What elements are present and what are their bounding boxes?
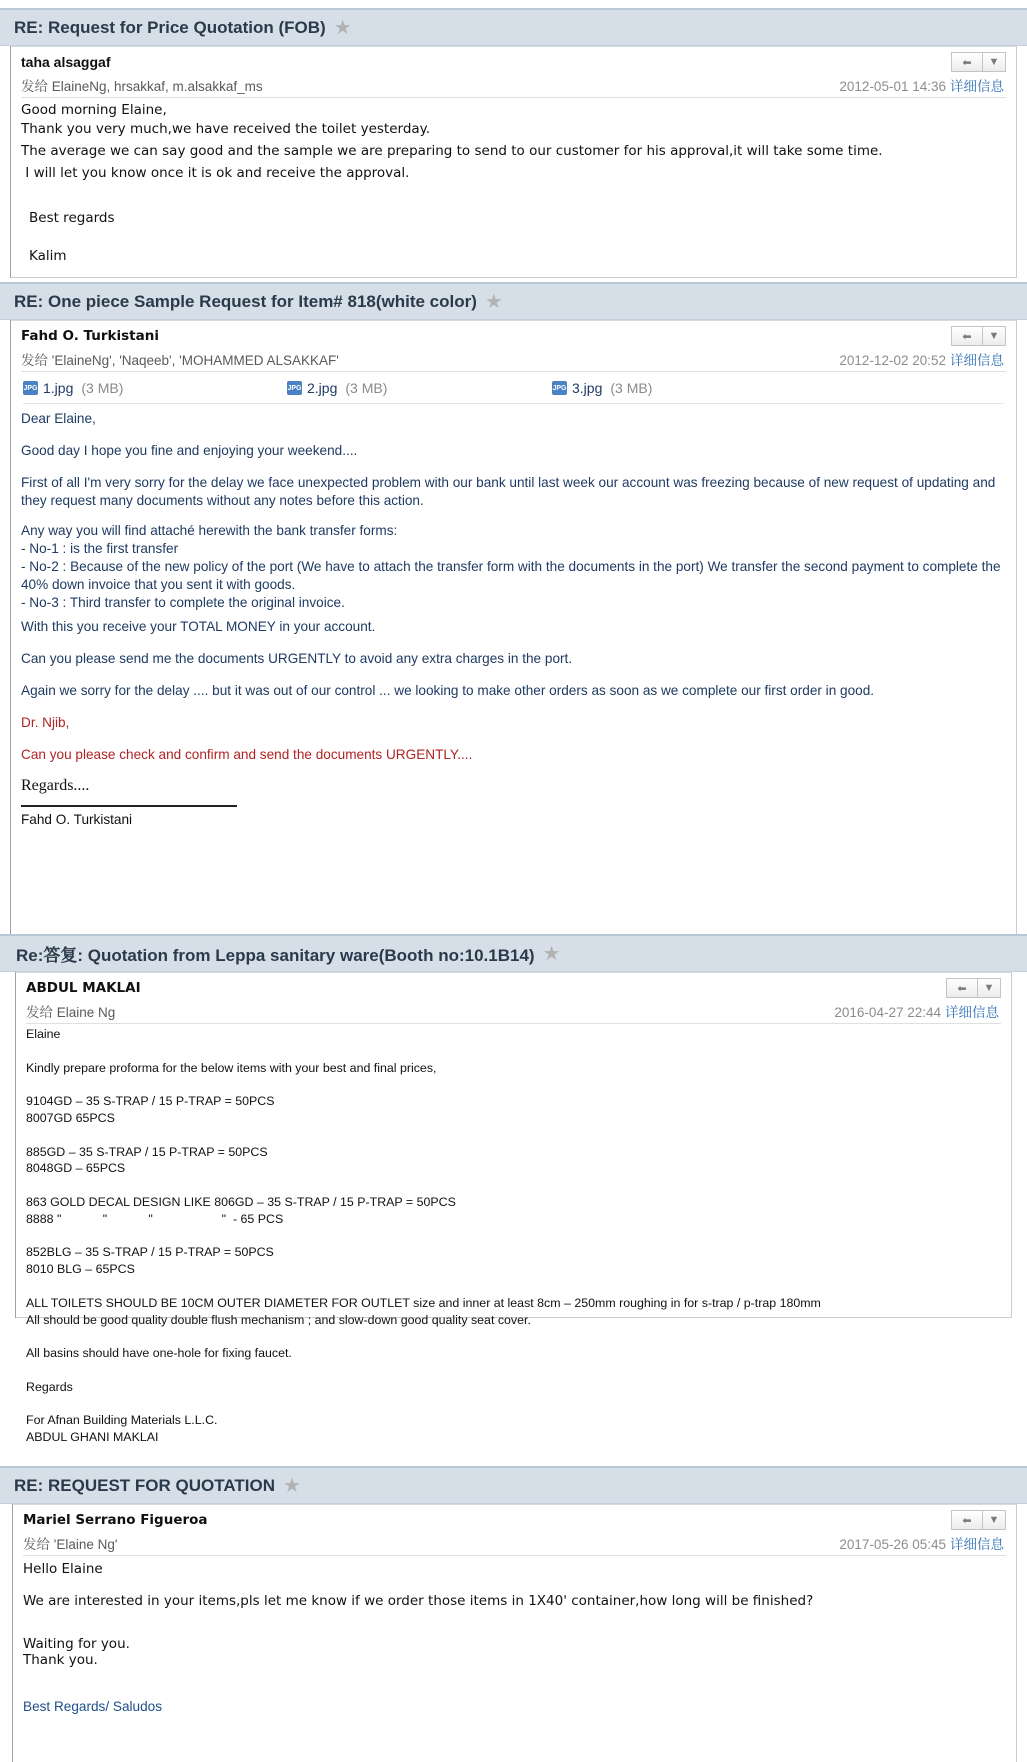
reply-button[interactable] bbox=[951, 52, 983, 72]
message-line: I will let you know once it is ok and receive the approval. bbox=[21, 165, 410, 181]
header-divider bbox=[21, 371, 1006, 372]
signature-divider bbox=[21, 805, 237, 807]
reply-icon: ⬅ bbox=[962, 330, 972, 343]
message-paragraph: Any way you will find attaché herewith the bank transfer forms: - No-1 : is the first transfer - No-2 : Because of the new policy of the port (We have to attach the transfer form with the documents in the port) We transfer the second payment to complete the 40% down invoice that you sent it with goods. - No-3 : Third transfer to complete the original invoice. bbox=[21, 523, 1001, 610]
email-subject: Re:答复: Quotation from Leppa sanitary ware(Booth no:10.1B14) bbox=[16, 946, 535, 965]
email-subject: RE: One piece Sample Request for Item# 818(white color) bbox=[14, 291, 477, 311]
email-subject-bar bbox=[0, 282, 1027, 320]
chevron-down-icon: ▼ bbox=[988, 1514, 1000, 1526]
message-paragraph: With this you receive your TOTAL MONEY in your account. bbox=[21, 619, 376, 634]
star-icon[interactable]: ★ bbox=[542, 943, 561, 965]
attachment-name: 1.jpg bbox=[43, 380, 74, 396]
message-line: The average we can say good and the sample we are preparing to send to our customer for his approval,it will take some time. bbox=[21, 143, 883, 159]
email-subject-bar bbox=[0, 8, 1027, 46]
email-subject: RE: REQUEST FOR QUOTATION bbox=[14, 1475, 275, 1495]
detail-link[interactable]: 详细信息 bbox=[950, 353, 1004, 368]
detail-link[interactable]: 详细信息 bbox=[945, 1005, 999, 1020]
message-actions bbox=[951, 52, 1006, 72]
attachment-size: (3 MB) bbox=[345, 380, 388, 396]
email-subject: RE: Request for Price Quotation (FOB) bbox=[14, 17, 326, 37]
email-thread-3 bbox=[0, 934, 1027, 1445]
attachment-item[interactable] bbox=[552, 380, 652, 396]
jpg-file-icon: JPG bbox=[23, 381, 38, 395]
more-dropdown-button[interactable] bbox=[978, 978, 1001, 998]
message-paragraph-highlight: Dr. Njib, bbox=[21, 715, 70, 730]
message-line: Good morning Elaine, bbox=[21, 102, 167, 118]
message-card bbox=[16, 972, 1012, 1445]
message-actions bbox=[951, 1510, 1006, 1530]
message-card bbox=[11, 320, 1017, 934]
message-line: Waiting for you. Thank you. bbox=[23, 1636, 130, 1668]
closing-line: Best Regards/ Saludos bbox=[23, 1699, 163, 1714]
message-line: Best regards bbox=[29, 210, 115, 226]
header-divider bbox=[21, 97, 1006, 98]
message-meta bbox=[834, 1001, 999, 1021]
email-thread-2 bbox=[0, 282, 1027, 934]
sender-name: taha alsaggaf bbox=[21, 54, 111, 70]
star-icon[interactable]: ★ bbox=[333, 17, 352, 39]
message-line: Thank you very much,we have received the toilet yesterday. bbox=[21, 121, 431, 137]
email-thread-1 bbox=[0, 8, 1027, 278]
message-paragraph: First of all I'm very sorry for the delay we face unexpected problem with our bank until last week our account was freezing because of new request of updating and they request many documents without any notes before this action. bbox=[21, 475, 1000, 508]
recipients: 发给 'ElaineNg', 'Naqeeb', 'MOHAMMED ALSAKKAF' bbox=[21, 353, 339, 368]
message-line: We are interested in your items,pls let me know if we order those items in 1X40' container,how long will be finished? bbox=[23, 1593, 814, 1609]
header-divider bbox=[26, 1023, 1001, 1024]
message-datetime: 2016-04-27 22:44 bbox=[834, 1005, 941, 1020]
attachment-name: 3.jpg bbox=[572, 380, 603, 396]
message-paragraph: Again we sorry for the delay .... but it was out of our control ... we looking to make other orders as soon as we complete our first order in good. bbox=[21, 683, 875, 698]
message-paragraph: Can you please send me the documents URGENTLY to avoid any extra charges in the port. bbox=[21, 651, 573, 666]
message-actions bbox=[946, 978, 1001, 998]
message-meta bbox=[839, 1533, 1004, 1553]
recipients: 发给 'Elaine Ng' bbox=[23, 1537, 118, 1552]
message-datetime: 2012-05-01 14:36 bbox=[839, 79, 946, 94]
email-thread-4 bbox=[0, 1466, 1027, 1762]
more-dropdown-button[interactable] bbox=[983, 52, 1006, 72]
chevron-down-icon: ▼ bbox=[988, 56, 1000, 68]
jpg-file-icon: JPG bbox=[287, 381, 302, 395]
signature-name: Fahd O. Turkistani bbox=[21, 812, 133, 827]
email-subject-bar bbox=[0, 1466, 1027, 1504]
jpg-file-icon: JPG bbox=[552, 381, 567, 395]
message-paragraph: Good day I hope you fine and enjoying your weekend.... bbox=[21, 443, 358, 458]
more-dropdown-button[interactable] bbox=[983, 1510, 1006, 1530]
detail-link[interactable]: 详细信息 bbox=[950, 79, 1004, 94]
header-divider bbox=[23, 1555, 1006, 1556]
reply-icon: ⬅ bbox=[962, 1514, 972, 1527]
sender-name: Fahd O. Turkistani bbox=[21, 328, 159, 344]
message-meta bbox=[839, 75, 1004, 95]
attachment-size: (3 MB) bbox=[610, 380, 653, 396]
star-icon[interactable]: ★ bbox=[484, 291, 503, 313]
message-card bbox=[13, 1504, 1017, 1762]
more-dropdown-button[interactable] bbox=[983, 326, 1006, 346]
chevron-down-icon: ▼ bbox=[983, 982, 995, 994]
star-icon[interactable]: ★ bbox=[282, 1475, 301, 1497]
message-card bbox=[11, 46, 1017, 278]
recipients: 发给 ElaineNg, hrsakkaf, m.alsakkaf_ms bbox=[21, 79, 263, 94]
sender-name: Mariel Serrano Figueroa bbox=[23, 1512, 208, 1528]
attachment-list bbox=[23, 377, 1004, 404]
reply-icon: ⬅ bbox=[957, 982, 967, 995]
reply-icon: ⬅ bbox=[962, 56, 972, 69]
recipients: 发给 Elaine Ng bbox=[26, 1005, 116, 1020]
message-paragraph-highlight: Can you please check and confirm and send the documents URGENTLY.... bbox=[21, 747, 473, 762]
chevron-down-icon: ▼ bbox=[988, 330, 1000, 342]
regards-line: Regards.... bbox=[21, 777, 90, 794]
reply-button[interactable] bbox=[946, 978, 978, 998]
message-meta bbox=[839, 349, 1004, 369]
message-datetime: 2012-12-02 20:52 bbox=[839, 353, 946, 368]
sender-name: ABDUL MAKLAI bbox=[26, 980, 141, 996]
detail-link[interactable]: 详细信息 bbox=[950, 1537, 1004, 1552]
message-actions bbox=[951, 326, 1006, 346]
attachment-item[interactable] bbox=[287, 380, 387, 396]
email-subject-bar bbox=[0, 934, 1027, 972]
message-paragraph: Dear Elaine, bbox=[21, 411, 96, 426]
attachment-item[interactable] bbox=[23, 380, 123, 396]
message-line: Hello Elaine bbox=[23, 1561, 103, 1577]
message-body: Elaine Kindly prepare proforma for the below items with your best and final prices, 9104GD – 35 S-TRAP / 15 P-TRAP = 50PCS 8007GD 65PCS 885GD – 35 S-TRAP / 15 P-TRAP = 50PCS 8048GD – 65PCS 863 GOLD DECAL DESIGN LIKE 806GD – 35 S-TRAP / 15 P-TRAP = 50PCS 8888 " " " " - 65 PCS 852BLG – 35 S-TRAP / 15 P-TRAP = 50PCS 8010 BLG – 65PCS ALL TOILETS SHOULD BE 10CM OUTER DIAMETER FOR OUTLET size and inner at least 8cm – 250mm roughing in for s-trap / p-trap 180mm All should be good quality double flush mechanism ; and slow-down good quality seat cover. All basins should have one-hole for fixing faucet. Regards For Afnan Building Materials L.L.C. ABDUL GHANI MAKLAI bbox=[26, 1027, 821, 1445]
message-datetime: 2017-05-26 05:45 bbox=[839, 1537, 946, 1552]
message-line: Kalim bbox=[29, 248, 67, 264]
reply-button[interactable] bbox=[951, 1510, 983, 1530]
attachment-size: (3 MB) bbox=[81, 380, 124, 396]
attachment-name: 2.jpg bbox=[307, 380, 338, 396]
reply-button[interactable] bbox=[951, 326, 983, 346]
